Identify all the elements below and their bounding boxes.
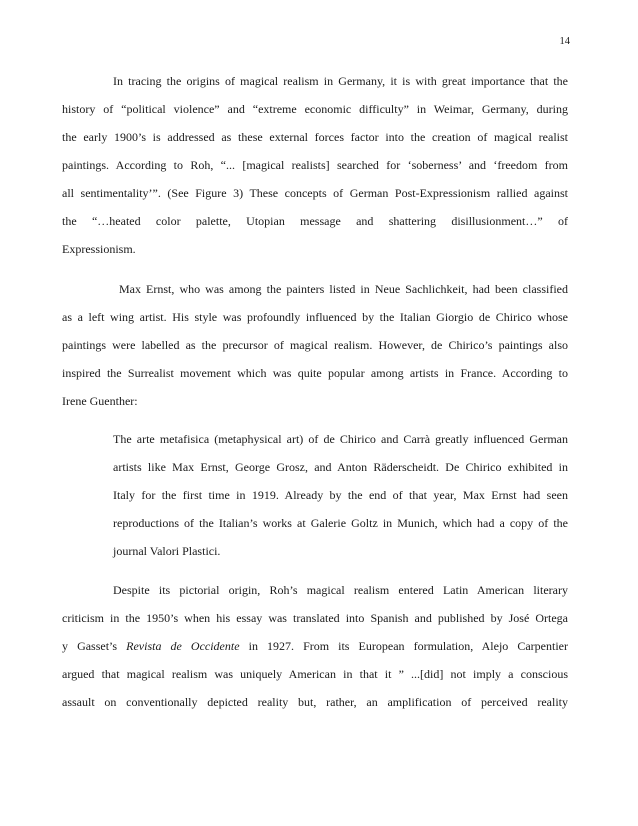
paragraph-3-line-5: assault on conventionally depicted reality but, rather, an amplification of perceived reality bbox=[62, 695, 568, 709]
block-quote-line-3: Italy for the first time in 1919. Already by the end of that year, Max Ernst had seen bbox=[113, 488, 568, 502]
paragraph-1-line-7: Expressionism. bbox=[62, 242, 136, 256]
paragraph-3-line-3-after: in 1927. From its European formulation, Alejo Carpentier bbox=[239, 639, 568, 653]
paragraph-3-line-1: Despite its pictorial origin, Roh’s magical realism entered Latin American literary bbox=[113, 583, 568, 597]
paragraph-1-line-4: paintings. According to Roh, “... [magical realists] searched for ‘soberness’ and ‘freedom from bbox=[62, 158, 568, 172]
paragraph-3-line-2: criticism in the 1950’s when his essay was translated into Spanish and published by José Ortega bbox=[62, 611, 568, 625]
paragraph-1-line-3: the early 1900’s is addressed as these external forces factor into the creation of magical realist bbox=[62, 130, 568, 144]
paragraph-1-line-2: history of “political violence” and “extreme economic difficulty” in Weimar, Germany, during bbox=[62, 102, 568, 116]
paragraph-3-line-4: argued that magical realism was uniquely American in that it ” ...[did] not imply a conscious bbox=[62, 667, 568, 681]
page-number: 14 bbox=[559, 36, 570, 47]
paragraph-1-line-1: In tracing the origins of magical realism in Germany, it is with great importance that the bbox=[113, 74, 568, 88]
block-quote-line-1: The arte metafisica (metaphysical art) of de Chirico and Carrà greatly influenced German bbox=[113, 432, 568, 446]
paragraph-2-line-5: Irene Guenther: bbox=[62, 394, 138, 408]
paragraph-2-line-4: inspired the Surrealist movement which was quite popular among artists in France. According to bbox=[62, 366, 568, 380]
paragraph-2-line-1: Max Ernst, who was among the painters listed in Neue Sachlichkeit, had been classified bbox=[119, 282, 568, 296]
paragraph-2-line-2: as a left wing artist. His style was profoundly influenced by the Italian Giorgio de Chirico whose bbox=[62, 310, 568, 324]
block-quote-line-2: artists like Max Ernst, George Grosz, and Anton Räderscheidt. De Chirico exhibited in bbox=[113, 460, 568, 474]
paragraph-3-line-3 bbox=[62, 639, 568, 653]
paragraph-1-line-6: the “…heated color palette, Utopian message and shattering disillusionment…” of bbox=[62, 214, 568, 228]
paragraph-1-line-5: all sentimentality’”. (See Figure 3) These concepts of German Post-Expressionism rallied against bbox=[62, 186, 568, 200]
paragraph-3-line-3-before: y Gasset’s bbox=[62, 639, 127, 653]
journal-title-italic: Revista de Occidente bbox=[126, 639, 240, 653]
block-quote-line-4: reproductions of the Italian’s works at Galerie Goltz in Munich, which had a copy of the bbox=[113, 516, 568, 530]
paragraph-2-line-3: paintings were labelled as the precursor of magical realism. However, de Chirico’s paintings also bbox=[62, 338, 568, 352]
block-quote-line-5: journal Valori Plastici. bbox=[113, 544, 221, 558]
